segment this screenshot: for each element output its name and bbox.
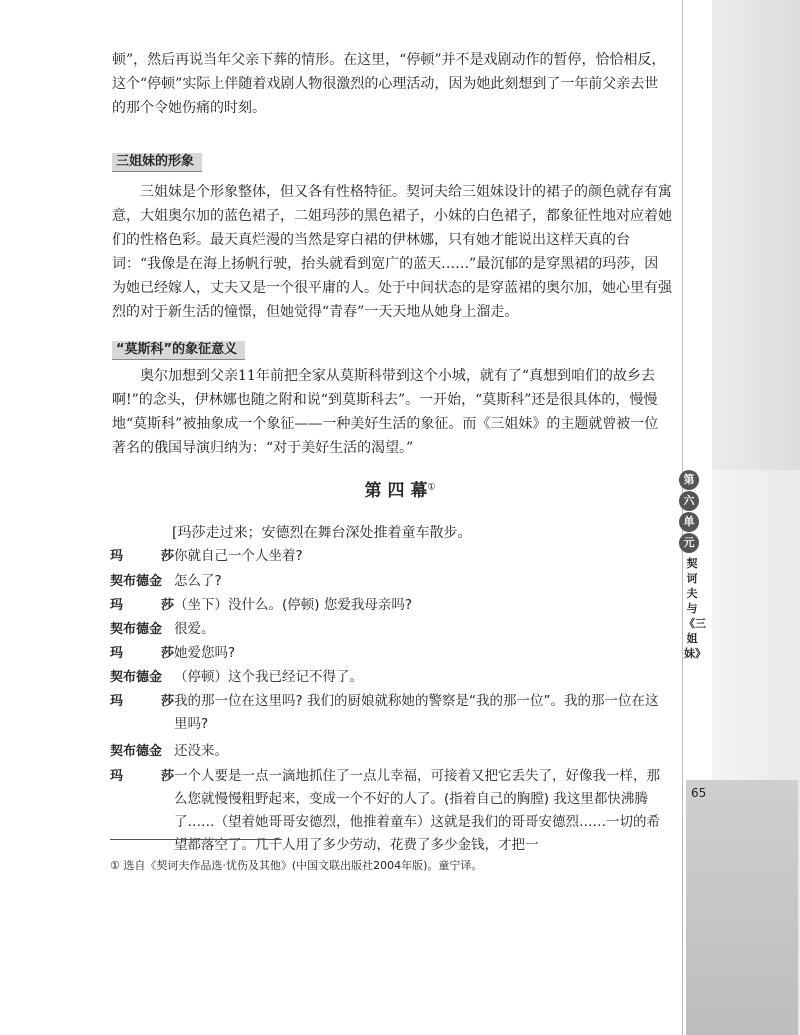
moscow-paragraph: 奥尔加想到父亲11年前把全家从莫斯科带到这个小城，就有了“真想到咱们的故乡去啊!”的念头，伊林娜也随之附和说“到莫斯科去”。一开始，“莫斯科”还是很具体的，慢慢地“莫斯科”被抽象成一个象征——一种美好生活的象征。而《三姐妹》的主题就曾被一位著名的俄国导演归纳为：“对于美好生活的渴望。” [112, 368, 659, 456]
dialogue-line [110, 740, 670, 763]
speaker-char: 契布德金 [110, 622, 163, 637]
dialogue-text: （坐下）没什么。(停顿) 您爱我母亲吗? [174, 597, 412, 613]
speaker-name [110, 690, 174, 713]
unit-char: 单 [679, 512, 699, 532]
dialogue-text: 我的那一位在这里吗? 我们的厨娘就称她的警察是“我的那一位”。我的那一位在这里吗? [174, 693, 659, 732]
intro-paragraph: 顿”，然后再说当年父亲下葬的情形。在这里，“停顿”并不是戏剧动作的暂停，恰恰相反，这个“停顿”实际上伴随着戏剧人物很激烈的心理活动，因为她此刻想到了一年前父亲去世的那个令她伤痛的时刻。 [112, 52, 666, 116]
speaker-name [110, 545, 174, 568]
speaker-char: 契布德金 [110, 574, 163, 589]
page-number: 65 [691, 786, 707, 800]
dialogue-text: 很爱。 [174, 621, 215, 637]
speaker-name [110, 594, 174, 617]
dialogue-line [110, 666, 670, 689]
dialogue-text: 一个人要是一点一滴地抓住了一点儿幸福，可接着又把它丢失了，好像我一样，那么您就慢慢粗野起来，变成一个不好的人了。(指着自己的胸膛) 我这里都快沸腾了……（望着她哥哥安德烈，他推着童车）这就是我们的哥哥安德烈……一切的希望都落空了。几千人用了多少劳动，花费了多少金钱，才把一 [174, 768, 660, 853]
unit-char: 第 [679, 470, 699, 490]
dialogue-line [110, 642, 670, 665]
act-title-text: 第 四 幕 [364, 481, 428, 501]
speaker-name [110, 570, 174, 593]
dialogue-text: 她爱您吗? [174, 645, 236, 661]
dialogue-line [110, 690, 670, 736]
speaker-char: 玛 [110, 549, 124, 564]
speaker-name [110, 765, 174, 788]
speaker-name [110, 618, 174, 641]
speaker-char: 玛 [110, 598, 124, 613]
unit-char: 元 [679, 533, 699, 553]
speaker-char: 莎 [160, 646, 174, 661]
footnote-rule [110, 839, 282, 840]
footnote: ① 选自《契诃夫作品选·忧伤及其他》(中国文联出版社2004年版)。童宁译。 [110, 859, 483, 872]
sidebar-title: 契诃夫与《三姐妹》 [684, 557, 706, 660]
speaker-char: 契布德金 [110, 670, 163, 685]
stage-direction: [玛莎走过来；安德烈在舞台深处推着童车散步。 [172, 525, 472, 541]
dialogue-text: 你就自己一个人坐着? [174, 548, 303, 564]
heading-sisters: 三姐妹的形象 [112, 153, 202, 172]
speaker-char: 莎 [160, 598, 174, 613]
dialogue-text: （停顿）这个我已经记不得了。 [174, 669, 363, 685]
speaker-char: 莎 [160, 549, 174, 564]
speaker-char: 玛 [110, 769, 124, 784]
speaker-char: 莎 [160, 769, 174, 784]
heading-moscow: “莫斯科”的象征意义 [112, 341, 245, 360]
speaker-char: 莎 [160, 694, 174, 709]
dialogue-line [110, 765, 670, 857]
speaker-char: 玛 [110, 694, 124, 709]
unit-badge [679, 470, 701, 554]
dialogue-text: 还没来。 [174, 743, 228, 759]
footnote-mark: ① [427, 482, 436, 493]
unit-char: 六 [679, 491, 699, 511]
side-margin-shade [712, 0, 800, 470]
speaker-name [110, 740, 174, 763]
speaker-name [110, 642, 174, 665]
sisters-paragraph: 三姐妹是个形象整体，但又各有性格特征。契诃夫给三姐妹设计的裙子的颜色就存有寓意，大姐奥尔加的蓝色裙子，二姐玛莎的黑色裙子，小妹的白色裙子，都象征性地对应着她们的性格色彩。最天真烂漫的当然是穿白裙的伊林娜，只有她才能说出这样天真的台词：“我像是在海上扬帆行驶，抬头就看到宽广的蓝天……”最沉郁的是穿黑裙的玛莎，因为她已经嫁人，丈夫又是一个很平庸的人。处于中间状态的是穿蓝裙的奥尔加，她心里有强烈的对于新生活的憧憬，但她觉得“青春”一天天地从她身上溜走。 [112, 184, 672, 320]
speaker-char: 玛 [110, 646, 124, 661]
dialogue-line [110, 594, 670, 617]
page-number-box [686, 780, 798, 1035]
dialogue-text: 怎么了? [174, 573, 222, 589]
speaker-char: 契布德金 [110, 744, 163, 759]
dialogue-line [110, 570, 670, 593]
speaker-name [110, 666, 174, 689]
dialogue-line [110, 545, 670, 568]
dialogue-line [110, 618, 670, 641]
